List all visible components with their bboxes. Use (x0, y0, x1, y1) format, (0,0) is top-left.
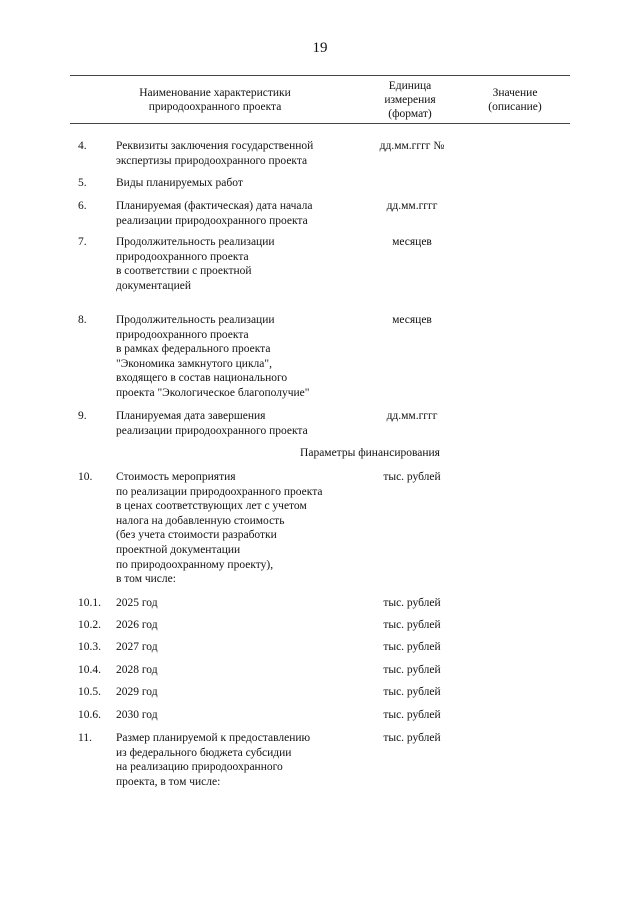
row-name: Размер планируемой к предоставлению из федерального бюджета субсидии на реализацию природоохранного проекта, в том числе: (116, 732, 311, 788)
row-number: 6. (78, 200, 87, 212)
row-number: 10.4. (78, 664, 101, 676)
row-number: 10.1. (78, 597, 101, 609)
row-number: 7. (78, 236, 87, 248)
row-number: 4. (78, 140, 87, 152)
row-name: Стоимость мероприятия по реализации природоохранного проекта в ценах соответствующих лет с учетом налога на добавленную стоимость (без учета стоимости разработки проектной документации по природоохранному проекту), в том числе: (116, 471, 323, 586)
row-name: Продолжительность реализации природоохранного проекта в рамках федерального проекта "Экономика замкнутого цикла", входящего в состав национального проекта "Экологическое благополучие" (116, 314, 310, 399)
row-number: 8. (78, 314, 87, 326)
row-number: 10. (78, 471, 93, 483)
section-title: Параметры финансирования (300, 447, 440, 459)
header-col-unit: Единица измерения (формат) (384, 80, 436, 120)
row-unit: тыс. рублей (383, 619, 441, 631)
row-number: 10.3. (78, 641, 101, 653)
table-top-border (70, 75, 570, 76)
row-name: 2029 год (116, 686, 158, 698)
table-header-border (70, 123, 570, 124)
row-name: 2030 год (116, 709, 158, 721)
row-unit: тыс. рублей (383, 641, 441, 653)
row-name: Реквизиты заключения государственной экспертизы природоохранного проекта (116, 140, 314, 167)
row-name: 2027 год (116, 641, 158, 653)
row-unit: тыс. рублей (383, 732, 441, 744)
row-name: Виды планируемых работ (116, 177, 243, 189)
row-name: 2025 год (116, 597, 158, 609)
row-number: 10.6. (78, 709, 101, 721)
row-unit: дд.мм.гггг № (379, 140, 445, 152)
row-number: 10.5. (78, 686, 101, 698)
row-number: 9. (78, 410, 87, 422)
row-name: Продолжительность реализации природоохранного проекта в соответствии с проектной документацией (116, 236, 275, 292)
row-unit: дд.мм.гггг (386, 200, 438, 212)
row-name: Планируемая (фактическая) дата начала реализации природоохранного проекта (116, 200, 313, 227)
row-unit: тыс. рублей (383, 686, 441, 698)
row-unit: тыс. рублей (383, 597, 441, 609)
row-name: 2026 год (116, 619, 158, 631)
row-unit: месяцев (392, 314, 432, 326)
header-col-name: Наименование характеристики природоохранного проекта (139, 87, 291, 113)
row-unit: месяцев (392, 236, 432, 248)
row-name: 2028 год (116, 664, 158, 676)
row-number: 11. (78, 732, 92, 744)
row-number: 10.2. (78, 619, 101, 631)
row-unit: тыс. рублей (383, 664, 441, 676)
header-col-value: Значение (описание) (488, 87, 542, 113)
row-name: Планируемая дата завершения реализации природоохранного проекта (116, 410, 308, 437)
row-unit: тыс. рублей (383, 709, 441, 721)
row-unit: тыс. рублей (383, 471, 441, 483)
row-unit: дд.мм.гггг (386, 410, 438, 422)
row-number: 5. (78, 177, 87, 189)
page-number: 19 (312, 40, 328, 56)
